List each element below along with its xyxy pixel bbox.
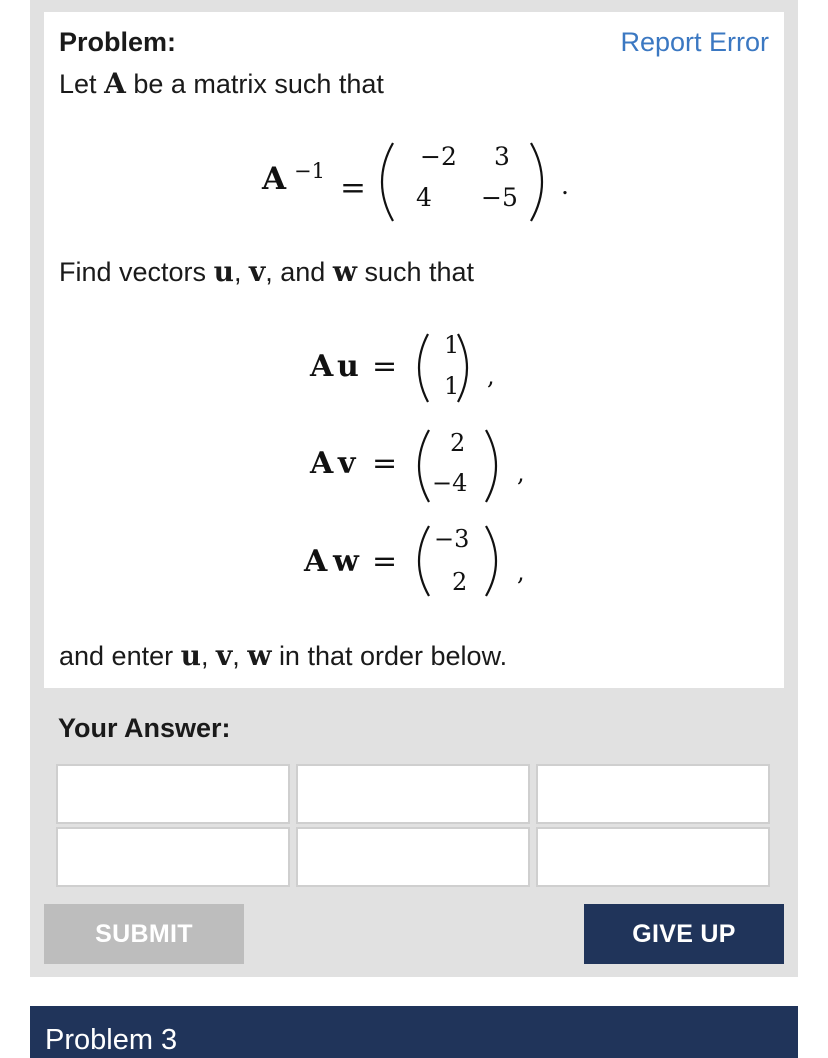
find-prefix: Find vectors	[59, 257, 207, 287]
problem-label: Problem:	[59, 27, 177, 57]
eq1-vector-symbol: u	[337, 349, 359, 384]
eq2-a-symbol: A	[310, 446, 334, 481]
answer-input-r1-c3[interactable]	[536, 764, 770, 824]
eq2-comma: ,	[517, 459, 525, 487]
equals-sign: =	[340, 170, 366, 206]
eq3-right-paren	[486, 526, 496, 596]
intro-suffix: be a matrix such that	[133, 69, 384, 99]
eq2-left-paren	[419, 430, 429, 502]
vector-u-symbol: u	[213, 255, 234, 288]
intro-prefix: Let	[59, 69, 97, 99]
intro-matrix-symbol: A	[104, 67, 126, 100]
eq1-comma: ,	[487, 362, 495, 390]
left-paren	[382, 143, 393, 221]
order-u-symbol: u	[180, 639, 201, 672]
end-period: .	[561, 171, 569, 200]
equation-au	[309, 331, 495, 402]
order-sep2: ,	[232, 641, 240, 671]
next-problem-header[interactable]	[30, 1006, 798, 1058]
order-w-symbol: w	[247, 639, 272, 672]
matrix-entry-12: 3	[494, 142, 510, 171]
matrix-entry-22: −5	[481, 183, 518, 212]
eq1-a-symbol: A	[310, 349, 334, 384]
answer-input-r2-c1[interactable]	[56, 827, 290, 887]
answer-input-r1-c1[interactable]	[56, 764, 290, 824]
eq2-right-paren	[486, 430, 496, 502]
eq3-equals: =	[372, 544, 398, 579]
answer-input-r2-c2[interactable]	[296, 827, 530, 887]
eq3-left-paren	[419, 526, 429, 596]
eq3-bottom-entry: 2	[452, 568, 468, 596]
order-v-symbol: v	[216, 639, 233, 672]
eq1-right-paren	[458, 334, 467, 402]
eq2-equals: =	[372, 446, 398, 481]
eq2-bottom-entry: −4	[432, 469, 468, 497]
order-sep1: ,	[200, 641, 209, 671]
math-display	[44, 12, 784, 688]
right-paren	[531, 143, 542, 221]
find-suffix: such that	[364, 257, 475, 287]
answer-input-r1-c2[interactable]	[296, 764, 530, 824]
eq3-a-symbol: A	[304, 544, 328, 579]
problem-panel	[30, 0, 798, 977]
equation-av	[309, 429, 525, 502]
eq1-bottom-entry: 1	[444, 372, 460, 400]
eq3-top-entry: −3	[434, 525, 470, 553]
inverse-matrix-equation	[261, 142, 569, 221]
find-mid: , and	[265, 257, 326, 287]
problem-card	[44, 12, 784, 688]
order-suffix: in that order below.	[278, 641, 508, 671]
find-sep1: ,	[233, 257, 242, 287]
eq2-vector-symbol: v	[338, 446, 356, 481]
vector-w-symbol: w	[332, 255, 357, 288]
order-prefix: and enter	[59, 641, 174, 671]
eq2-top-entry: 2	[450, 429, 466, 457]
eq1-equals: =	[372, 349, 398, 384]
matrix-entry-11: −2	[420, 142, 457, 171]
matrix-entry-21: 4	[416, 183, 432, 212]
eq1-left-paren	[419, 334, 428, 402]
equation-aw	[303, 525, 525, 596]
matrix-a-symbol: A	[262, 161, 287, 197]
next-problem-title: Problem 3	[45, 1024, 178, 1056]
report-error-link[interactable]: Report Error	[620, 27, 769, 57]
vector-v-symbol: v	[248, 255, 266, 288]
submit-button[interactable]: SUBMIT	[44, 904, 244, 964]
give-up-button[interactable]: GIVE UP	[584, 904, 784, 964]
your-answer-label: Your Answer:	[58, 713, 231, 743]
inverse-exponent: −1	[294, 159, 325, 183]
answer-input-r2-c3[interactable]	[536, 827, 770, 887]
eq1-top-entry: 1	[444, 331, 460, 359]
eq3-comma: ,	[517, 558, 525, 586]
order-instruction-line	[59, 639, 507, 672]
eq3-vector-symbol: w	[333, 544, 359, 579]
find-vectors-line	[59, 255, 474, 288]
